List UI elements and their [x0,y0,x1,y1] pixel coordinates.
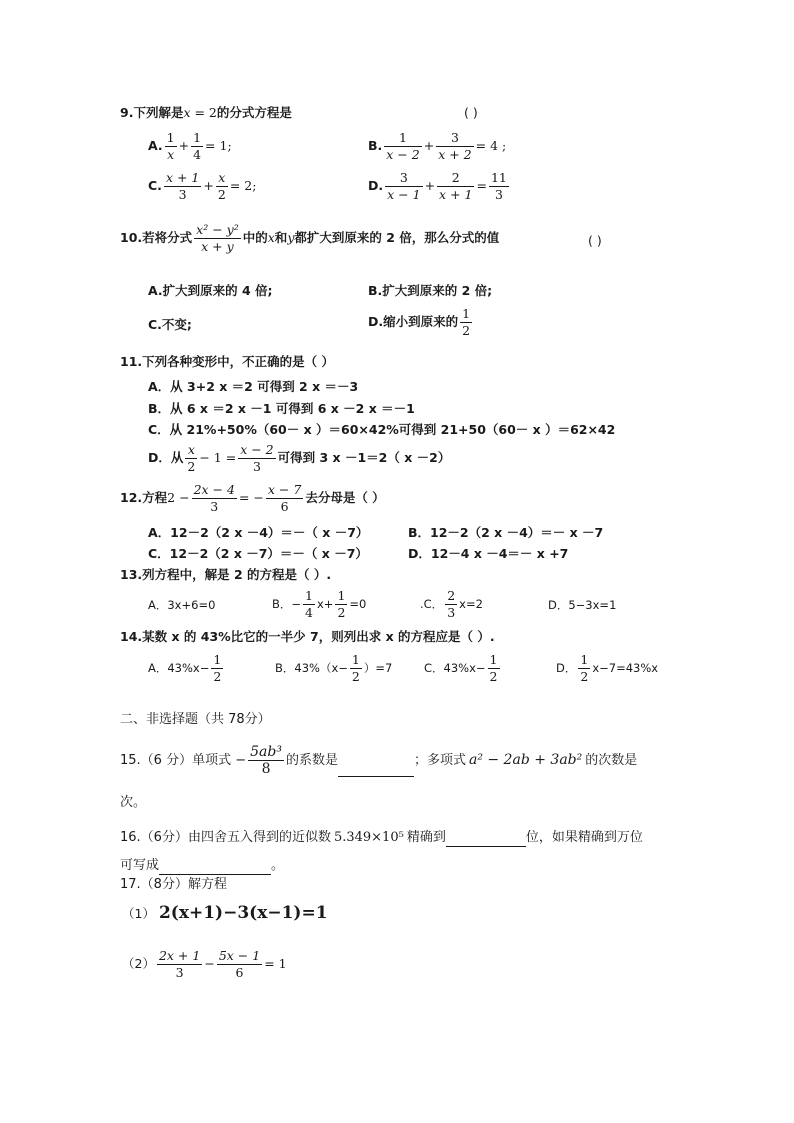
q11-d-f2d: 3 [252,459,261,474]
q16-line1 [120,829,643,847]
q11-option-b: B．从 6 x ＝2 x －1 可得到 6 x －2 x ＝－1 [148,401,415,416]
q17-p2-op: − [204,956,215,971]
q13-b-frac1 [303,588,315,621]
q13-option-b [272,588,366,621]
q9-b-frac2 [436,130,473,163]
q17-part2 [122,948,287,981]
q12-option-b: B．12－2（2 x －4）＝－ x －7 [408,525,604,540]
q12-f1d: 3 [210,499,219,514]
q9-c-f2d: 2 [217,187,226,202]
q9-b-f2n: 3 [436,130,473,147]
q16-mid: 精确到 [406,830,446,845]
q9-d-frac1 [385,170,422,203]
q11-d-frac2 [238,442,275,475]
q15-pre: 15.（6 分）单项式 − [120,753,247,768]
q13-b-f1n: 1 [305,588,313,603]
q17-stem: 17.（8分）解方程 [120,877,227,892]
q9-d-f1d: x − 1 [387,187,421,202]
q17-p2-frac1 [157,948,202,981]
q11-option-a: A．从 3+2 x ＝2 可得到 2 x ＝－3 [148,379,359,394]
q10-fraction [194,222,241,255]
q10-num: x² − y² [196,222,239,237]
q9-eq: = 2 [190,105,217,120]
q9-c-label: C. [148,178,162,193]
q15-fn: 5ab³ [250,744,282,760]
q17-p2-rhs: = 1 [264,956,287,971]
q15-line1 [120,744,637,777]
q16-pre: 16.（6分）由四舍五入得到的近似数 [120,830,331,845]
q14-d-fd: 2 [580,669,589,684]
q12-f2n: x − 7 [267,482,302,497]
q14-a-fd: 2 [213,669,222,684]
q10-option-d [368,306,474,339]
q9-d-op: + [424,178,436,193]
q9-c-f1d: 3 [178,187,187,202]
q17-p2-frac2 [217,948,262,981]
q11-d-post: 可得到 3 x －1＝2（ x －2） [277,450,451,465]
q13-b-mid: x+ [316,597,334,611]
q14-a-frac [211,652,223,685]
q10-d-d: 2 [462,323,471,338]
q9-a-frac1 [165,130,177,163]
q9-b-label: B. [368,138,383,153]
q9-c-f1n: x + 1 [165,170,200,185]
q10-den: x + y [201,239,234,254]
q12-two: 2 − [167,490,190,505]
q14-b-frac [350,652,362,685]
q14-d-fn: 1 [580,652,589,667]
q14-option-b [275,652,392,685]
q9-b-rhs: = 4 ; [475,138,507,153]
q9-d-f3n: 11 [490,170,507,185]
q14-b-fn: 1 [351,652,360,667]
q13-c-post: x=2 [459,597,483,611]
q15-post: 的次数是 [585,753,638,768]
q16-num: 5.349×10⁵ [333,830,404,845]
q9-b-f2d: x + 2 [438,147,472,162]
q11-d-mid: − 1 = [199,450,237,465]
q9-a-op: + [178,138,190,153]
q15-blank-1[interactable] [338,762,414,777]
q11-option-d [148,442,450,475]
q14-option-d: D． $\frac{1}{2}$ x−7=43%x [556,652,659,684]
q9-a-frac2 [191,130,203,163]
q13-b-pre: B．− [272,597,302,611]
q16-end: 。 [271,858,285,873]
q10-x: x [267,230,275,245]
q14-option-c [424,652,502,685]
q14-b-fd: 2 [351,669,360,684]
q12-f2d: 6 [280,499,289,514]
q9-c-rhs: = 2; [229,178,257,193]
q16-blank-1[interactable] [446,832,526,847]
q13-c-pre: .C． [420,597,444,611]
q10-post: 都扩大到原来的 2 倍，那么分式的值 [294,230,500,245]
q9-option-c [148,170,256,203]
q10-pre: 10.若将分式 [120,230,193,245]
q9-d-f2d: x + 1 [439,187,473,202]
q16-post: 位，如果精确到万位 [525,830,643,845]
q9-c-frac2 [216,170,228,203]
q13-b-post: =0 [349,597,367,611]
q12-post: 去分母是（ ） [305,490,385,505]
q9-stem-post: 的分式方程是 [216,105,292,120]
q11-d-f1n: x [185,442,197,459]
q14-a-pre: A．43%x− [148,661,210,675]
q9-stem-pre: 9.下列解是 [120,105,184,120]
q14-c-frac [488,652,500,685]
q9-option-a [148,130,232,163]
q9-d-frac2 [437,170,474,203]
q16-line2-text: 可写成 [120,858,160,873]
q12-option-c: C．12－2（2 x －7）＝－（ x －7） [148,546,368,561]
q13-c-fd: 3 [447,605,456,620]
q10-d-frac [460,306,472,339]
q12-stem [120,482,385,515]
q9-b-f1n: 1 [384,130,421,147]
q15-frac [248,744,284,777]
q9-d-f2n: 2 [437,170,474,187]
q9-option-d [368,170,511,203]
q13-b-f2d: 2 [337,605,346,620]
q11-d-f1d: 2 [187,459,196,474]
q9-d-f1n: 3 [385,170,422,187]
q17-part1 [122,904,328,923]
q12-frac2 [266,482,303,515]
q9-d-label: D. [368,178,384,193]
q9-b-f1d: x − 2 [386,147,420,162]
q13-b-f1d: 4 [305,605,313,620]
q14-option-a [148,652,225,685]
q12-f1n: 2x − 4 [193,482,235,497]
q9-var: x [183,105,191,120]
q9-a-f2n: 1 [193,130,202,145]
q13-b-f2n: 1 [337,588,346,603]
q11-d-frac1 [185,442,197,475]
q17-p2-f1d: 3 [175,965,184,980]
q17-p2-label: （2） [122,956,155,971]
q15-mid: 的系数是 [285,753,338,768]
q9-a-f1d: x [167,147,175,162]
q16-blank-2[interactable] [159,860,271,875]
q10-d-n: 1 [462,306,471,321]
q17-p1-label: （1） [122,906,155,921]
q9-a-f1n: 1 [166,130,175,145]
q9-b-op: + [423,138,435,153]
q10-mid: 中的 [242,230,268,245]
q14-d-frac [578,652,590,685]
q10-stem [120,222,499,255]
q11-d-f2n: x − 2 [240,442,274,457]
q9-d-f3d: 3 [494,187,503,202]
q17-p2-f2n: 5x − 1 [218,948,261,963]
q9-a-rhs: = 1; [205,138,232,153]
q9-c-op: + [203,178,214,193]
q13-b-frac2 [335,588,347,621]
q9-d-rhs: = [476,178,487,193]
q9-a-f2d: 4 [193,147,202,162]
q9-b-frac1 [384,130,421,163]
q14-c-fn: 1 [489,652,498,667]
q13-option-a: A．3x+6=0 [148,598,216,612]
q13-c-fn: 2 [447,588,456,603]
section-2-heading: 二、非选择题（共 78分） [120,712,271,727]
q14-b-pre: B．43%（x− [275,661,348,675]
q13-option-c [420,588,483,621]
q13-c-frac [445,588,457,621]
q14-b-post: ）=7 [363,661,393,675]
q15-line2: 次。 [120,795,147,810]
q15-mid2: ；多项式 [413,753,466,768]
q12-pre: 12.方程 [120,490,168,505]
q9-c-f2n: x [216,170,228,187]
q12-option-d: D．12－4 x －4＝－ x +7 [408,546,569,561]
q10-y: y [287,230,295,245]
q9-paren: ( ) [464,105,478,120]
q13-option-d: D．5−3x=1 [548,598,617,612]
q10-option-b: B.扩大到原来的 2 倍; [368,283,493,298]
q11-d-pre: D．从 [148,450,184,465]
q11-stem: 11.下列各种变形中，不正确的是（ ） [120,354,334,369]
q10-option-c: C.不变; [148,317,192,332]
q14-a-fn: 1 [213,652,222,667]
q11-option-c: C．从 21%+50%（60－ x ）＝60×42%可得到 21+50（60－ x ）＝62×42 [148,422,616,437]
q13-stem: 13.列方程中，解是 2 的方程是（ ）. [120,567,332,582]
q15-fd: 8 [261,761,271,777]
q10-option-a: A.扩大到原来的 4 倍; [148,283,273,298]
q12-option-a: A．12－2（2 x －4）＝－（ x －7） [148,525,369,540]
q10-paren: ( ) [588,233,602,248]
q9-c-frac1 [164,170,201,203]
q14-c-fd: 2 [489,669,498,684]
q14-c-pre: C．43%x− [424,661,486,675]
q14-stem: 14.某数 x 的 43%比它的一半少 7，则列出求 x 的方程应是（ ）. [120,629,495,644]
q9-option-b [368,130,506,163]
q10-and: 和 [274,230,288,245]
q17-p2-f1n: 2x + 1 [158,948,201,963]
q17-p2-f2d: 6 [235,965,244,980]
q16-line2 [120,857,284,875]
q9-d-frac3 [489,170,509,203]
q14-d-post: x−7=43%x [592,661,659,675]
q10-d-pre: D.缩小到原来的 [368,314,459,329]
q12-mid: = − [238,490,264,505]
q17-p1-eq: 2(x+1)−3(x−1)=1 [158,903,328,923]
q9-stem [120,104,292,122]
q9-a-label: A. [148,138,163,153]
q15-poly: a² − 2ab + 3ab² [468,752,583,768]
q12-frac1 [192,482,237,515]
